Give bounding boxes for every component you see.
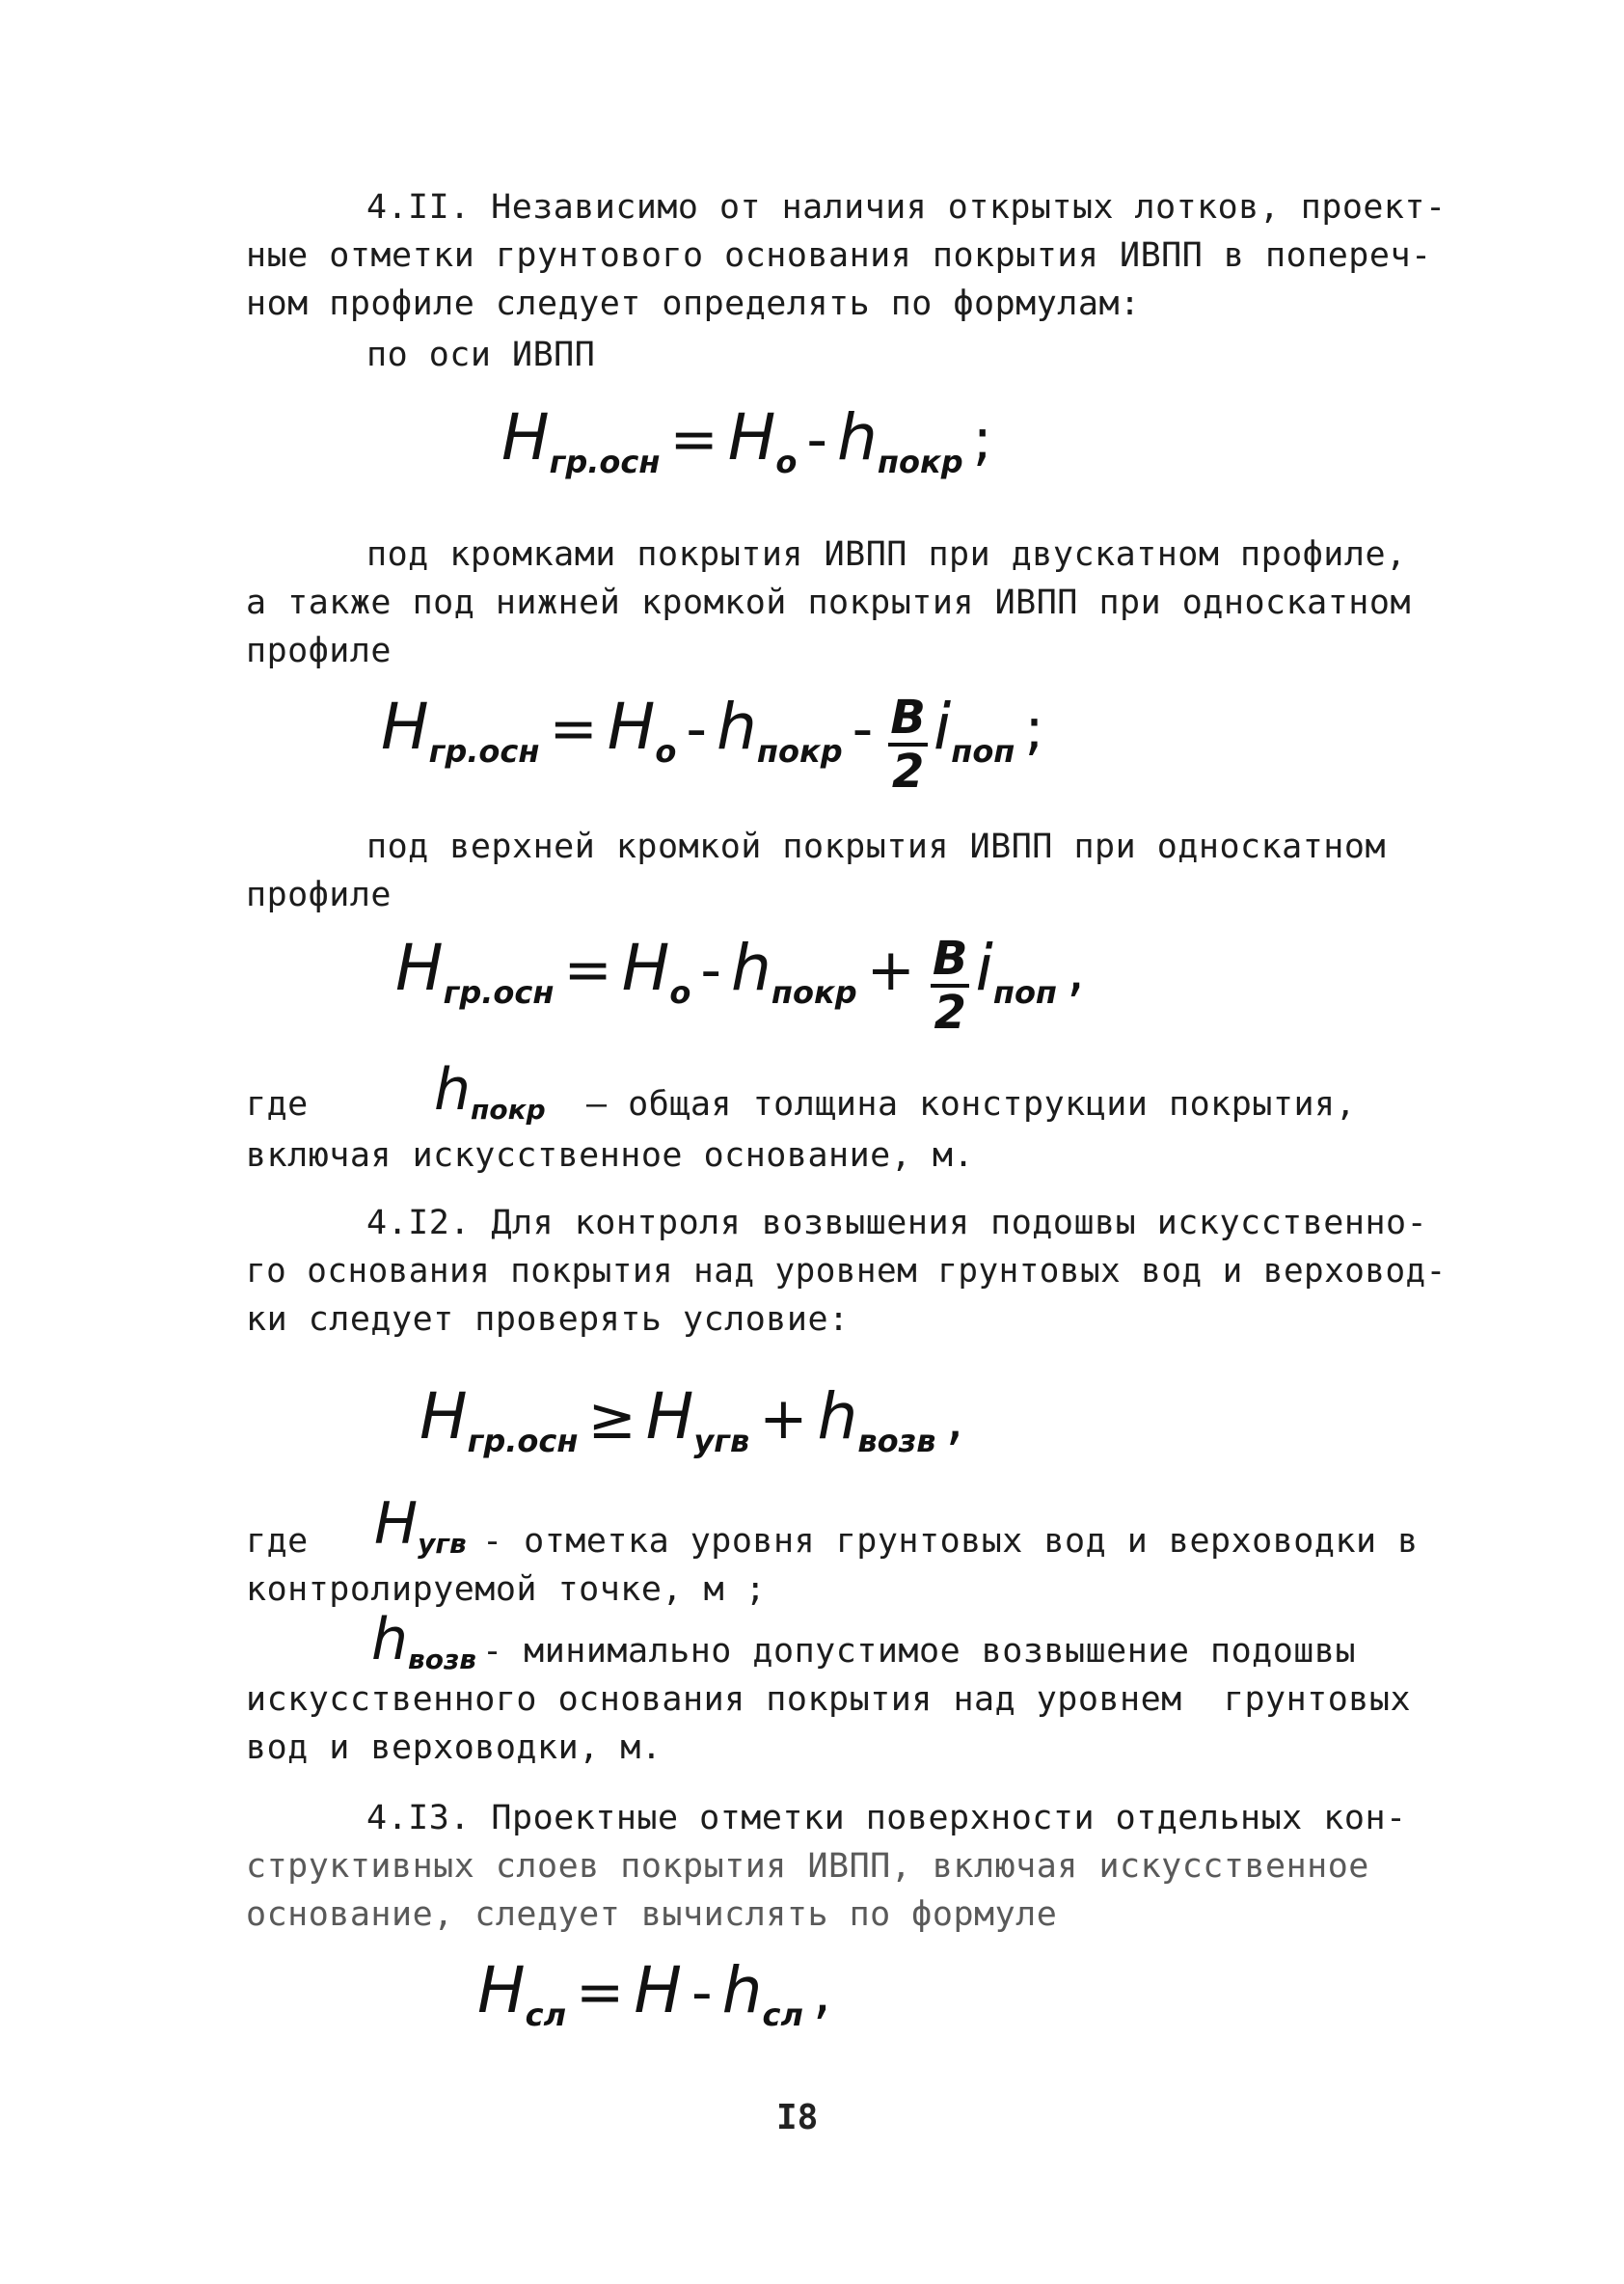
where-2-label: где [246, 1522, 309, 1561]
para-upper-line-2: профиле [246, 876, 392, 914]
where-1-def-2: включая искусственное основание, м. [246, 1136, 975, 1175]
formula-3-H0-sub: o [669, 974, 691, 1011]
formula-5-h-sub: сл [762, 1997, 803, 2033]
where-2-def-1: - отметка уровня грунтовых вод и верховодки в [482, 1522, 1419, 1561]
formula-layer-elevation [477, 1953, 841, 2033]
formula-5-tail: , [812, 1959, 831, 2026]
formula-3-H0: H [621, 931, 670, 1005]
where-2-sym: H [374, 1490, 419, 1558]
formula-1-H0: H [727, 400, 776, 475]
where-2-def-3: - минимально допустимое возвышение подошвы [482, 1632, 1357, 1671]
section-4-11-line-4: по оси ИВПП [366, 336, 596, 374]
formula-5-H2: H [634, 1953, 682, 2027]
formula-1-H0-sub: o [775, 444, 798, 480]
page-number: I8 [776, 2098, 819, 2137]
formula-3-tail: , [1067, 937, 1086, 1004]
formula-1-h-sub: покр [877, 444, 963, 480]
formula-5-H-sub: сл [525, 1997, 567, 2033]
where-1-symbol [434, 1056, 546, 1126]
where-2-symbol-2 [371, 1606, 476, 1675]
formula-3-minus: - [700, 937, 722, 1004]
formula-3-frac-den: 2 [934, 985, 966, 1040]
formula-2-i: i [933, 690, 952, 764]
section-4-12-line-1: 4.I2. Для контроля возвышения подошвы искусственно- [366, 1204, 1428, 1242]
formula-3-plus: + [866, 937, 915, 1004]
formula-2-fraction [888, 690, 928, 799]
section-4-13-line-2: структивных слоев покрытия ИВПП, включая искусственное [246, 1847, 1369, 1886]
formula-3-i-sub: поп [992, 974, 1058, 1011]
where-1-def-1: – общая толщина конструкции покрытия, [586, 1085, 1357, 1124]
formula-4-ge: ≥ [587, 1385, 636, 1453]
formula-2-minus-2: - [852, 695, 874, 763]
formula-4-plus: + [759, 1385, 808, 1453]
formula-2-minus-1: - [686, 695, 708, 763]
formula-3-H-sub: гр.осн [443, 974, 555, 1011]
formula-2-h-sub: покр [756, 733, 843, 770]
formula-5-minus: - [690, 1959, 713, 2026]
formula-5-eq: = [576, 1959, 625, 2026]
formula-1-eq: = [669, 406, 718, 474]
formula-2-tail: ; [1024, 695, 1044, 763]
section-4-11-line-2: ные отметки грунтового основания покрытия ИВПП в попереч- [246, 236, 1432, 275]
where-2-sym-sub: угв [418, 1528, 467, 1560]
formula-ground-upper [395, 931, 1095, 1040]
formula-3-fraction [931, 931, 970, 1040]
formula-2-H0: H [607, 690, 656, 764]
where-1-sym-sub: покр [471, 1094, 546, 1126]
formula-4-tail: , [945, 1385, 964, 1453]
formula-5-h: h [721, 1953, 763, 2027]
formula-3-h: h [731, 931, 771, 1005]
where-2-def-2: контролируемой точке, м ; [246, 1570, 767, 1609]
formula-2-eq: = [549, 695, 598, 763]
section-4-11-line-3: ном профиле следует определять по формулам: [246, 285, 1141, 323]
formula-3-frac-num: B [932, 931, 968, 986]
formula-ground-edges [381, 690, 1054, 799]
formula-1-minus: - [806, 406, 828, 474]
formula-1-H-sub: гр.осн [549, 444, 661, 480]
section-4-11-line-1: 4.II. Независимо от наличия открытых лотков, проект- [366, 188, 1447, 227]
where-2-symbol-1 [374, 1490, 467, 1560]
section-4-13-line-1: 4.I3. Проектные отметки поверхности отдельных кон- [366, 1799, 1407, 1837]
formula-3-eq: = [563, 937, 612, 1004]
formula-ground-axis [501, 400, 1002, 480]
formula-5-H: H [477, 1953, 526, 2027]
formula-2-h: h [717, 690, 757, 764]
formula-1-tail: ; [972, 406, 992, 474]
formula-2-H: H [381, 690, 429, 764]
section-4-12-line-3: ки следует проверять условие: [246, 1300, 850, 1339]
formula-3-h-sub: покр [771, 974, 857, 1011]
formula-2-H-sub: гр.осн [428, 733, 540, 770]
formula-1-h: h [837, 400, 878, 475]
formula-4-h: h [817, 1379, 858, 1454]
where-1-label: где [246, 1085, 309, 1124]
formula-2-i-sub: поп [951, 733, 1015, 770]
formula-4-Hu-sub: угв [693, 1423, 750, 1459]
para-edges-line-1: под кромками покрытия ИВПП при двускатном профиле, [366, 535, 1407, 574]
para-edges-line-2: а также под нижней кромкой покрытия ИВПП при односкатном [246, 584, 1412, 622]
formula-2-frac-num: B [890, 690, 926, 745]
formula-4-H: H [420, 1379, 468, 1454]
formula-3-i: i [975, 931, 993, 1005]
formula-groundwater-condition [420, 1379, 974, 1459]
where-2-sym-2-sub: возв [408, 1644, 476, 1675]
formula-1-H: H [501, 400, 550, 475]
section-4-13-line-3: основание, следует вычислять по формуле [246, 1895, 1058, 1934]
formula-2-frac-den: 2 [891, 744, 925, 799]
formula-3-H: H [395, 931, 444, 1005]
where-2-def-4: искусственного основания покрытия над уровнем грунтовых [246, 1680, 1412, 1719]
para-edges-line-3: профиле [246, 632, 392, 670]
formula-4-h-sub: возв [857, 1423, 936, 1459]
para-upper-line-1: под верхней кромкой покрытия ИВПП при односкатном [366, 828, 1387, 866]
where-2-sym-2: h [371, 1606, 409, 1673]
formula-2-H0-sub: o [655, 733, 677, 770]
section-4-12-line-2: го основания покрытия над уровнем грунтовых вод и верховод- [246, 1252, 1447, 1291]
where-1-sym: h [434, 1056, 472, 1124]
formula-4-Hu: H [645, 1379, 694, 1454]
formula-4-H-sub: гр.осн [467, 1423, 579, 1459]
where-2-def-5: вод и верховодки, м. [246, 1728, 663, 1767]
